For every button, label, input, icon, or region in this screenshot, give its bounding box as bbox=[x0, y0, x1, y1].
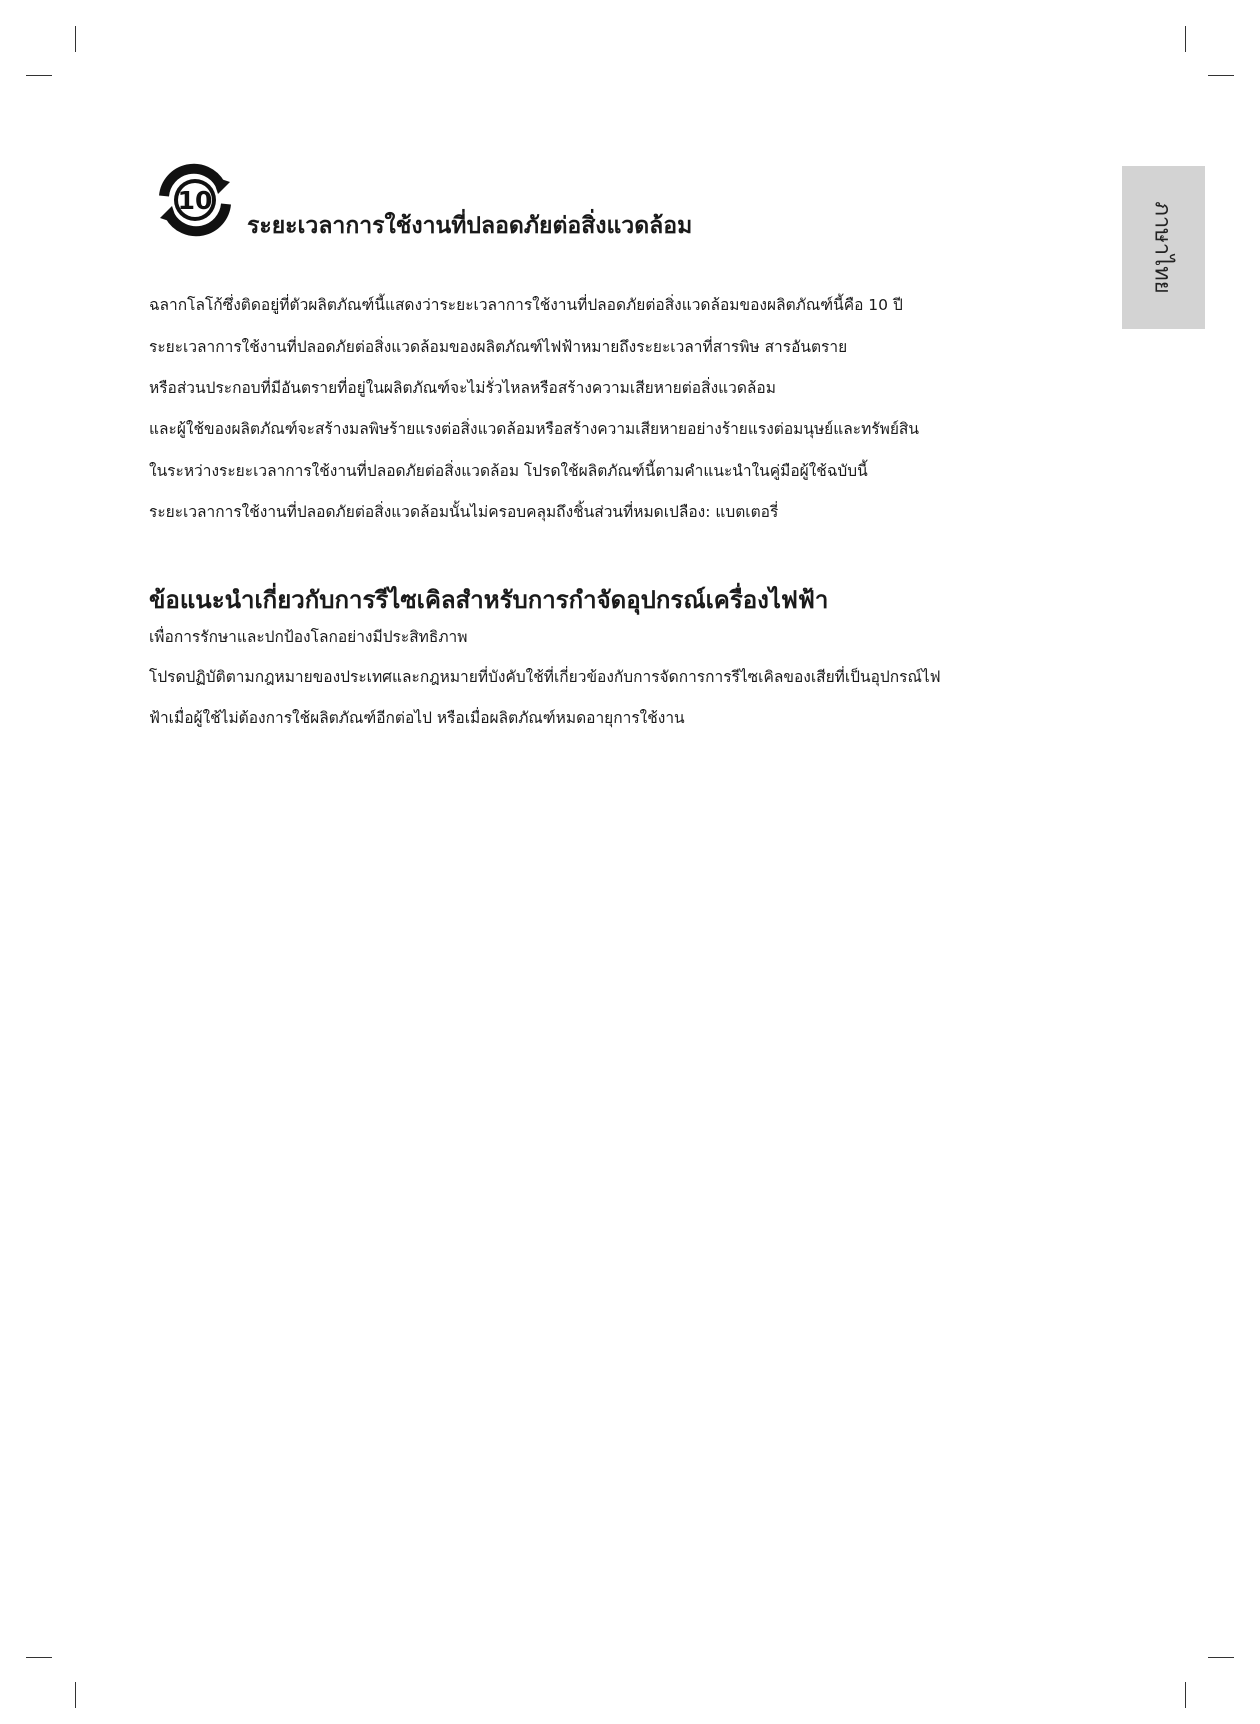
eco-paragraph-line: ในระหว่างระยะเวลาการใช้งานที่ปลอดภัยต่อสิ่งแวดล้อม โปรดใช้ผลิตภัณฑ์นี้ตามคำแนะนำในคู่มือผู้ใช้ฉบับนี้ bbox=[149, 462, 868, 480]
eco-logo-number: 10 bbox=[177, 186, 213, 215]
eco-paragraph-line: หรือส่วนประกอบที่มีอันตรายที่อยู่ในผลิตภัณฑ์จะไม่รั่วไหลหรือสร้างความเสียหายต่อสิ่งแวดล้อม bbox=[149, 379, 776, 397]
recycle-paragraph-line: เพื่อการรักษาและปกป้องโลกอย่างมีประสิทธิภาพ bbox=[149, 628, 468, 646]
language-side-tab bbox=[1122, 166, 1205, 329]
crop-mark-bottom-left-horizontal bbox=[26, 1657, 52, 1658]
language-side-tab-label: ภาษาไทย bbox=[1150, 201, 1176, 294]
eco-section-title: ระยะเวลาการใช้งานที่ปลอดภัยต่อสิ่งแวดล้อม bbox=[247, 213, 693, 239]
crop-mark-bottom-right-horizontal bbox=[1208, 1657, 1234, 1658]
recycle-section-title: ข้อแนะนำเกี่ยวกับการรีไซเคิลสำหรับการกำจัดอุปกรณ์เครื่องไฟฟ้า bbox=[149, 586, 829, 614]
eco-paragraph-line: และผู้ใช้ของผลิตภัณฑ์จะสร้างมลพิษร้ายแรงต่อสิ่งแวดล้อมหรือสร้างความเสียหายอย่างร้ายแรงต่อมนุษย์และทรัพย์สิน bbox=[149, 420, 919, 438]
eco-paragraph-line: ระยะเวลาการใช้งานที่ปลอดภัยต่อสิ่งแวดล้อมนั้นไม่ครอบคลุมถึงชิ้นส่วนที่หมดเปลือง: แบตเตอรี่ bbox=[149, 503, 779, 521]
crop-mark-bottom-left-vertical bbox=[75, 1682, 76, 1708]
eco-paragraph-line: ระยะเวลาการใช้งานที่ปลอดภัยต่อสิ่งแวดล้อมของผลิตภัณฑ์ไฟฟ้าหมายถึงระยะเวลาที่สารพิษ สารอันตราย bbox=[149, 338, 848, 356]
crop-mark-top-left-horizontal bbox=[26, 75, 52, 76]
recycle-paragraph-line: โปรดปฏิบัติตามกฎหมายของประเทศและกฎหมายที่บังคับใช้ที่เกี่ยวข้องกับการจัดการการรีไซเคิลของเสียที่เป็นอุปกรณ์ไฟ bbox=[149, 668, 941, 686]
crop-mark-bottom-right-vertical bbox=[1185, 1682, 1186, 1708]
crop-mark-top-left-vertical bbox=[75, 26, 76, 52]
eco-paragraph-line: ฉลากโลโก้ซึ่งติดอยู่ที่ตัวผลิตภัณฑ์นี้แสดงว่าระยะเวลาการใช้งานที่ปลอดภัยต่อสิ่งแวดล้อมของผลิตภัณฑ์นี้คือ 10 ปี bbox=[149, 296, 903, 314]
environment-protection-use-period-icon bbox=[150, 160, 240, 240]
crop-mark-top-right-vertical bbox=[1185, 26, 1186, 52]
crop-mark-top-right-horizontal bbox=[1208, 75, 1234, 76]
recycle-paragraph-line: ฟ้าเมื่อผู้ใช้ไม่ต้องการใช้ผลิตภัณฑ์อีกต่อไป หรือเมื่อผลิตภัณฑ์หมดอายุการใช้งาน bbox=[149, 709, 685, 727]
